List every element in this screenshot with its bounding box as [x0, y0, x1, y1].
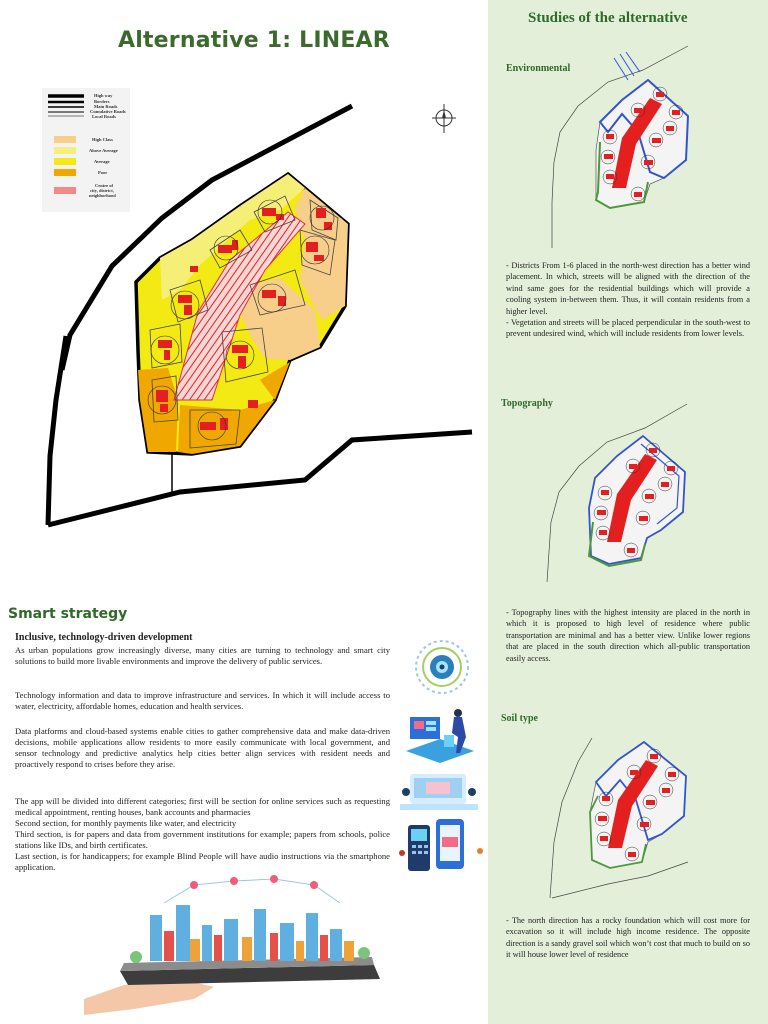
legend-cumulative-roads: Cumulative Roads [90, 109, 126, 114]
soil-type-text: - The north direction has a rocky foundation which will cost more for excavation so it will include high income residence. The opposite direction is a sandy gravel soil which won’t cost that much to build on so it will house lower level of residence [506, 916, 750, 960]
legend-highway: High way [94, 93, 113, 98]
legend-average: Average [94, 159, 110, 164]
legend-centre-2: city, district, [90, 188, 114, 193]
digital-dashboard-icon [400, 705, 480, 769]
smart-strategy-subtitle: Inclusive, technology-driven development [15, 632, 193, 643]
legend-centre-1: Centre of [95, 183, 114, 188]
legend-poor: Poor [98, 170, 108, 175]
studies-title: Studies of the alternative [528, 10, 688, 26]
site-plan-map [40, 100, 480, 550]
legend-centre-3: neighborhood [89, 193, 116, 198]
environmental-text: - Districts From 1-6 placed in the north-west direction has a better wind placement. In which, streets will be aligned with the direction of the wind same goes for the residential buildings which will provide a cooling system in-between them. Thus, it will contain residents from a higher level. - Vegetation and streets will be placed perpendicular in the south-west to prevent undesired wind, which will include residents from lower levels. [506, 261, 750, 339]
legend-main-roads: Main Roads [94, 104, 118, 109]
smart-city-illustration [84, 875, 396, 1019]
page-title: Alternative 1: LINEAR [118, 28, 390, 53]
legend-above-average: Above Average [89, 148, 118, 153]
smart-paragraph-2: Technology information and data to improve infrastructure and services. In which it will include access to water, electricity, affordable homes, education and health services. [15, 690, 390, 711]
smart-paragraph-4: The app will be divided into different categories; first will be section for online services such as requesting medical appointment, renting houses, bank accounts and pharmacies Second section, for monthly payments like water, and electricity Third section, is for papers and data from government institutions for example; papers from schools, police stations like IDs, and birth certificates. Last section, is for handicappers; for example Blind People will have audio instructions via the smartphone application. [15, 796, 390, 872]
payment-terminal-icon [396, 815, 488, 875]
legend-high-class: High Class [92, 137, 113, 142]
smart-strategy-title: Smart strategy [8, 606, 128, 622]
smart-paragraph-3: Data platforms and cloud-based systems enable cities to gather comprehensive data and make data-driven decisions, mobile applications allow residents to more easily communicate with local government, and sensor technology and predictive analytics help cities better align services with resident needs and proactively respond to crises before they arise. [15, 726, 390, 769]
soil-type-map [548, 712, 698, 902]
legend-local-roads: Local Roads [92, 114, 116, 119]
online-services-icon [396, 770, 482, 814]
soil-type-label: Soil type [501, 713, 538, 724]
environmental-map [548, 42, 696, 250]
topography-text: - Topography lines with the highest intensity are placed in the north in which it is proposed to high level of residence where public transportation are minimal and has a better view. Unlike lower regions that are placed in the south direction which all-public transportation easily access. [506, 608, 750, 663]
target-sensor-icon [412, 638, 472, 696]
legend-borders: Borders [94, 99, 110, 104]
topography-map [545, 402, 695, 588]
smart-paragraph-1: As urban populations grow increasingly diverse, many cities are turning to technology and smart city solutions to build more livable environments and improve the delivery of public services. [15, 645, 390, 666]
environmental-label: Environmental [506, 63, 571, 74]
topography-label: Topography [501, 398, 553, 409]
